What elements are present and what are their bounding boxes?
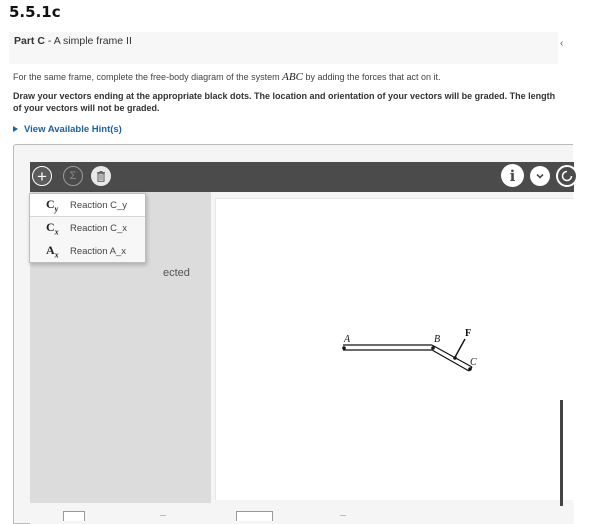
instruction-pre: For the same frame, complete the free-body diagram of the system xyxy=(13,72,280,82)
member-bc-top xyxy=(432,345,472,367)
vector-symbol: $C_x$ xyxy=(46,220,59,237)
delete-button[interactable] xyxy=(91,166,111,186)
part-name: A simple frame II xyxy=(53,35,132,47)
reset-button[interactable] xyxy=(556,165,578,187)
label-a: A xyxy=(344,334,351,345)
instruction-math: ABC xyxy=(282,71,303,83)
instruction-bold-text: Draw your vectors ending at the appropriate black dots. The location and orientation of your vectors will be graded. The length of your vectors will not be graded. xyxy=(13,91,556,113)
expand-triangle-icon xyxy=(13,126,18,132)
bottom-control-box[interactable] xyxy=(63,511,85,521)
part-header xyxy=(9,32,558,64)
point-b-dot[interactable] xyxy=(431,346,435,350)
selected-status-text: ected xyxy=(163,267,190,279)
label-f: F xyxy=(465,328,472,339)
dropdown-item-reaction-cx[interactable] xyxy=(30,217,145,240)
divider xyxy=(160,515,166,516)
collapse-icon[interactable]: ‹ xyxy=(560,38,564,49)
sum-button[interactable]: Σ xyxy=(63,166,83,186)
view-hints-label: View Available Hint(s) xyxy=(24,124,122,135)
part-title xyxy=(14,35,132,47)
part-label: Part C xyxy=(14,35,45,47)
trash-icon xyxy=(96,171,106,182)
scrollbar[interactable] xyxy=(560,400,563,506)
drawing-toolbar xyxy=(30,162,574,192)
part-separator: - xyxy=(44,35,54,47)
bottom-controls xyxy=(30,503,574,524)
dropdown-item-label: Reaction C_y xyxy=(70,199,128,211)
dropdown-item-label: Reaction A_x xyxy=(70,246,126,257)
dropdown-item-reaction-ax[interactable] xyxy=(30,240,145,263)
force-f-line xyxy=(454,339,465,359)
member-bc-bottom xyxy=(432,350,469,371)
instruction-text xyxy=(13,71,441,83)
vector-symbol: $A_x$ xyxy=(46,243,59,260)
label-c: C xyxy=(470,357,477,368)
dropdown-item-reaction-cy[interactable] xyxy=(30,194,145,217)
drawing-canvas[interactable] xyxy=(215,198,574,500)
vector-type-dropdown xyxy=(29,193,146,263)
bottom-control-box[interactable] xyxy=(236,511,273,521)
label-b: B xyxy=(434,334,441,345)
frame-diagram xyxy=(216,199,575,501)
point-a-dot[interactable] xyxy=(342,346,346,350)
reset-icon xyxy=(560,169,574,183)
view-hints-link[interactable] xyxy=(13,124,122,135)
dropdown-item-label: Reaction C_x xyxy=(70,223,128,234)
options-button[interactable] xyxy=(530,166,550,186)
point-f-dot[interactable] xyxy=(453,356,457,360)
vector-symbol: $C_y$ xyxy=(46,196,59,214)
divider xyxy=(340,515,346,516)
add-vector-button[interactable]: + xyxy=(32,166,52,186)
page-title: 5.5.1c xyxy=(9,3,61,21)
instruction-post: by adding the forces that act on it. xyxy=(305,72,441,82)
chevron-down-icon xyxy=(535,172,545,180)
info-button[interactable]: i xyxy=(501,164,524,187)
